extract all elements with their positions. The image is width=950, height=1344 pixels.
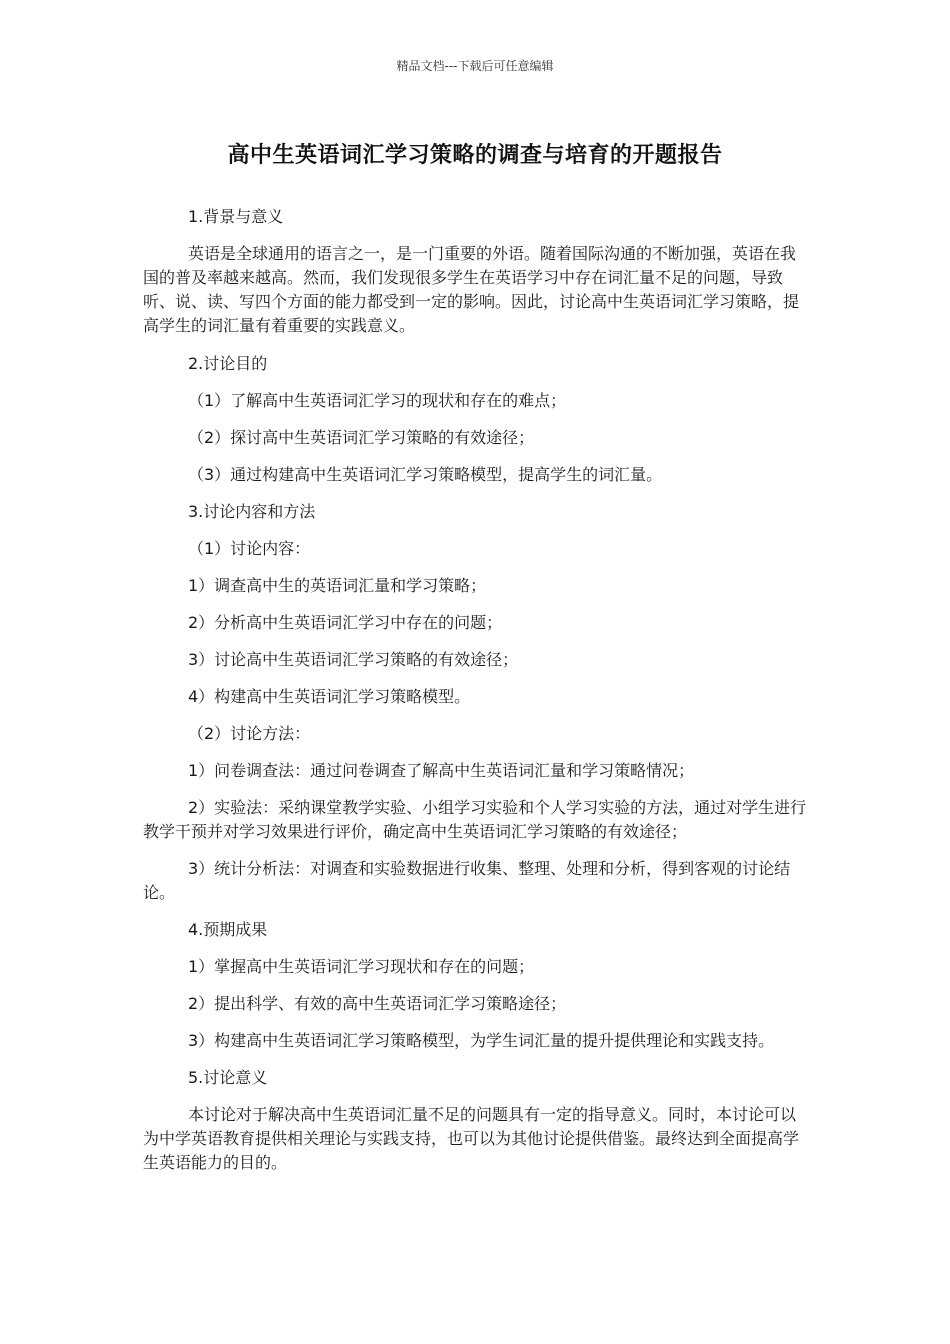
section-heading-purpose: 2.讨论目的 <box>188 354 268 373</box>
method-item: 1）问卷调查法：通过问卷调查了解高中生英语词汇量和学习策略情况； <box>188 761 695 780</box>
content-item: 4）构建高中生英语词汇学习策略模型。 <box>188 687 471 706</box>
content-item: 1）调查高中生的英语词汇量和学习策略； <box>188 576 487 595</box>
result-item: 2）提出科学、有效的高中生英语词汇学习策略途径； <box>188 994 567 1013</box>
method-item: 2）实验法：采纳课堂教学实验、小组学习实验和个人学习实验的方法，通过对学生进行教学干预并对学习效果进行评价，确定高中生英语词汇学习策略的有效途径； <box>143 798 807 841</box>
subheading-method: （2）讨论方法： <box>188 724 311 743</box>
content-item: 3）讨论高中生英语词汇学习策略的有效途径； <box>188 650 519 669</box>
document-body <box>143 205 808 1175</box>
result-item: 1）掌握高中生英语词汇学习现状和存在的问题； <box>188 957 535 976</box>
document-title: 高中生英语词汇学习策略的调查与培育的开题报告 <box>227 143 723 168</box>
section-heading-expected-results: 4.预期成果 <box>188 920 268 939</box>
paragraph-significance: 本讨论对于解决高中生英语词汇量不足的问题具有一定的指导意义。同时，本讨论可以为中学英语教育提供相关理论与实践支持，也可以为其他讨论提供借鉴。最终达到全面提高学生英语能力的目的。 <box>143 1105 800 1172</box>
purpose-item: （2）探讨高中生英语词汇学习策略的有效途径； <box>188 428 535 447</box>
result-item: 3）构建高中生英语词汇学习策略模型，为学生词汇量的提升提供理论和实践支持。 <box>188 1031 775 1050</box>
method-item: 3）统计分析法：对调查和实验数据进行收集、整理、处理和分析，得到客观的讨论结论。 <box>143 859 791 902</box>
paragraph-background: 英语是全球通用的语言之一，是一门重要的外语。随着国际沟通的不断加强，英语在我国的普及率越来越高。然而，我们发现很多学生在英语学习中存在词汇量不足的问题，导致听、说、读、写四个方面的能力都受到一定的影响。因此，讨论高中生英语词汇学习策略，提高学生的词汇量有着重要的实践意义。 <box>143 244 800 335</box>
purpose-item: （3）通过构建高中生英语词汇学习策略模型，提高学生的词汇量。 <box>188 465 663 484</box>
header-note: 精品文档---下载后可任意编辑 <box>396 59 554 73</box>
section-heading-background: 1.背景与意义 <box>188 207 284 226</box>
content-item: 2）分析高中生英语词汇学习中存在的问题； <box>188 613 503 632</box>
purpose-item: （1）了解高中生英语词汇学习的现状和存在的难点； <box>188 391 567 410</box>
section-heading-content-method: 3.讨论内容和方法 <box>188 502 316 521</box>
subheading-content: （1）讨论内容： <box>188 539 311 558</box>
section-heading-significance: 5.讨论意义 <box>188 1068 268 1087</box>
